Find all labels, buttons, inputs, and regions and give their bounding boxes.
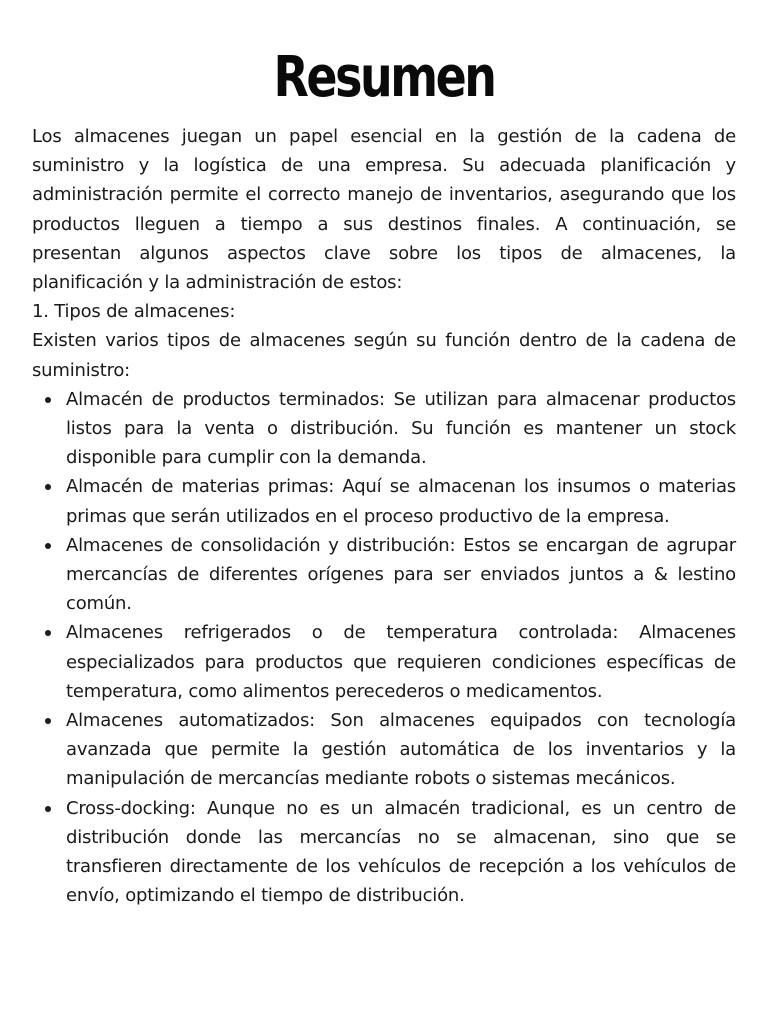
page-title: Resumen bbox=[273, 45, 495, 110]
list-item-text: Cross-docking: Aunque no es un almacén tradicional, es un centro de distribución donde las mercancías no se almacenan, sino que se transfieren directamente de los vehículos de recepción a los vehículos de envío, optimizando el tiempo de distribución. bbox=[66, 797, 736, 907]
list-item bbox=[32, 531, 736, 619]
bullet-icon bbox=[45, 718, 51, 724]
document-body bbox=[32, 122, 736, 910]
list-item bbox=[32, 618, 736, 706]
list-item-text: Almacén de productos terminados: Se utilizan para almacenar productos listos para la venta o distribución. Su función es mantener un stock disponible para cumplir con la demanda. bbox=[66, 388, 736, 469]
list-item-text: Almacenes automatizados: Son almacenes equipados con tecnología avanzada que permite la gestión automática de los inventarios y la manipulación de mercancías mediante robots o sistemas mecánicos. bbox=[66, 710, 736, 790]
list-item bbox=[32, 472, 736, 530]
bullet-icon bbox=[45, 630, 51, 636]
list-item bbox=[32, 385, 736, 473]
bullet-icon bbox=[45, 806, 51, 812]
bullet-icon bbox=[45, 543, 51, 549]
list-item bbox=[32, 706, 736, 794]
intro-paragraph: Los almacenes juegan un papel esencial en la gestión de la cadena de suministro y la logística de una empresa. Su adecuada planificación y administración permite el correcto manejo de inventarios, asegurando que los productos lleguen a tiempo a sus destinos finales. A continuación, se presentan algunos aspectos clave sobre los tipos de almacenes, la planificación y la administración de estos: bbox=[32, 126, 736, 294]
list-item-text: Almacén de materias primas: Aquí se almacenan los insumos o materias primas que serán utilizados en el proceso productivo de la empresa. bbox=[66, 476, 736, 527]
bullet-icon bbox=[45, 484, 51, 490]
list-item-text: Almacenes de consolidación y distribución: Estos se encargan de agrupar mercancías de diferentes orígenes para ser enviados juntos a & lestino común. bbox=[66, 534, 736, 615]
list-item-text: Almacenes refrigerados o de temperatura controlada: Almacenes especializados para productos que requieren condiciones específicas de temperatura, como alimentos perecederos o medicamentos. bbox=[66, 622, 736, 702]
warehouse-types-list bbox=[32, 385, 736, 911]
section-intro-paragraph: Existen varios tipos de almacenes según su función dentro de la cadena de suministro: bbox=[32, 330, 736, 381]
bullet-icon bbox=[45, 397, 51, 403]
list-item bbox=[32, 794, 736, 911]
section-heading: 1. Tipos de almacenes: bbox=[32, 301, 236, 323]
